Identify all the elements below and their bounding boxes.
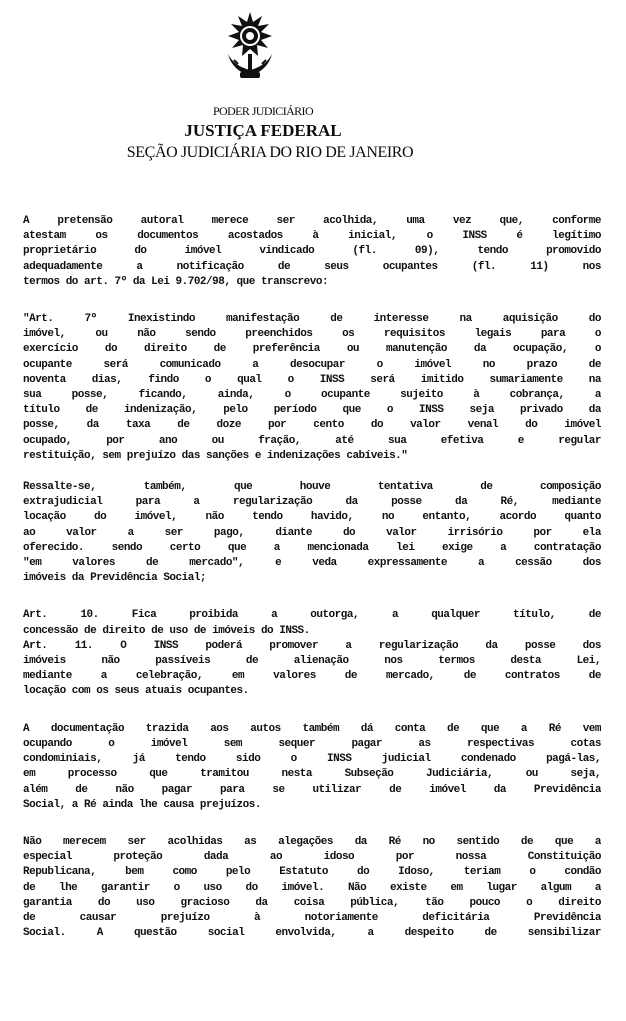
paragraph-quote-art7 [23, 312, 601, 464]
text-line: "em valores de mercado", e veda expressamente a cessão dos [23, 557, 601, 570]
text-line: mediante a celebração, em valores de mercado, de contratos de [23, 670, 601, 683]
paragraph-alegacoes [23, 835, 601, 941]
text-line: Social, a Ré ainda lhe causa prejuízos. [23, 798, 261, 811]
paragraph-articles-10-11 [23, 608, 601, 699]
text-line: especial proteção dada ao idoso por nossa Constituição [23, 851, 601, 864]
text-line: imóveis da Previdência Social; [23, 572, 207, 585]
text-line: Social. A questão social envolvida, a despeito de sensibilizar [23, 927, 601, 940]
text-line: restituição, sem prejuízo das sanções e indenizações cabíveis." [23, 449, 408, 462]
text-line: A documentação trazida aos autos também dá conta de que a Ré vem [23, 722, 601, 735]
header-secao-judiciaria: SEÇÃO JUDICIÁRIA DO RIO DE JANEIRO [126, 144, 414, 161]
text-line: garantia do uso gracioso da coisa pública, tão pouco o direito [23, 896, 601, 909]
text-line: de lhe garantir o uso do imóvel. Não existe em lugar algum a [23, 881, 601, 894]
text-line: ao valor a ser pago, diante do valor irrisório por ela [23, 526, 601, 539]
text-line: ocupante será comunicado a desocupar o imóvel no prazo de [23, 358, 601, 371]
text-line: concessão de direito de uso de imóveis do INSS. [23, 624, 310, 637]
text-line: noventa dias, findo o qual o INSS será imitido sumariamente na [23, 373, 601, 386]
text-line: de causar prejuízo à notoriamente deficitária Previdência [23, 911, 601, 924]
text-line: ocupado, por ano ou fração, até sua efetiva e regular [23, 434, 601, 447]
text-line: Art. 11. O INSS poderá promover a regularização da posse dos [23, 639, 601, 652]
text-line: além de não pagar para se utilizar de imóvel da Previdência [23, 783, 601, 796]
text-line: Art. 10. Fica proibida a outorga, a qualquer título, de [23, 609, 601, 622]
text-line: exercício do direito de preferência ou manutenção da ocupação, o [23, 343, 601, 356]
document-body [23, 214, 601, 941]
paragraph-ressalte [23, 480, 601, 586]
text-line: sua posse, ficando, ainda, o ocupante sujeito à cobrança, a [23, 389, 601, 402]
text-line: proprietário do imóvel vindicado (fl. 09), tendo promovido [23, 245, 601, 258]
text-line: locação do imóvel, não tendo havido, no entanto, acordo quanto [23, 511, 601, 524]
text-line: locação com os seus atuais ocupantes. [23, 685, 249, 698]
text-line: "Art. 7º Inexistindo manifestação de interesse na aquisição do [23, 313, 601, 326]
text-line: extrajudicial para a regularização da posse da Ré, mediante [23, 496, 601, 509]
text-line: imóveis não passíveis de alienação nos termos desta Lei, [23, 655, 601, 668]
header-justica-federal: JUSTIÇA FEDERAL [184, 121, 342, 140]
text-line: termos do art. 7º da Lei 9.702/98, que transcrevo: [23, 275, 329, 288]
text-line: Republicana, bem como pelo Estatuto do Idoso, teriam o condão [23, 866, 601, 879]
text-line: oferecido. sendo certo que a mencionada lei exige a contratação [23, 541, 601, 554]
text-line: posse, da taxa de doze por cento do valor venal do imóvel [23, 419, 601, 432]
text-line: ocupando o imóvel sem sequer pagar as respectivas cotas [23, 737, 601, 750]
text-line: Ressalte-se, também, que houve tentativa de composição [23, 481, 601, 494]
text-line: em processo que tramitou nesta Subseção Judiciária, ou seja, [23, 768, 601, 781]
header-poder-judiciario: PODER JUDICIÁRIO [212, 104, 314, 118]
text-line: atestam os documentos acostados à inicial, o INSS é legítimo [23, 230, 601, 243]
text-line: adequadamente a notificação de seus ocupantes (fl. 11) nos [23, 260, 601, 273]
text-line: imóvel, ou não sendo preenchidos os requisitos legais para o [23, 328, 601, 341]
text-line: condominiais, já tendo sido o INSS judicial condenado pagá-las, [23, 753, 601, 766]
text-line: A pretensão autoral merece ser acolhida, uma vez que, conforme [23, 215, 601, 227]
coat-of-arms-emblem [222, 10, 278, 88]
text-line: título de indenização, pelo período que o INSS seja privado da [23, 404, 601, 417]
paragraph-documentacao [23, 722, 601, 813]
paragraph-pretensao [23, 214, 601, 290]
text-line: Não merecem ser acolhidas as alegações da Ré no sentido de que a [23, 835, 601, 848]
